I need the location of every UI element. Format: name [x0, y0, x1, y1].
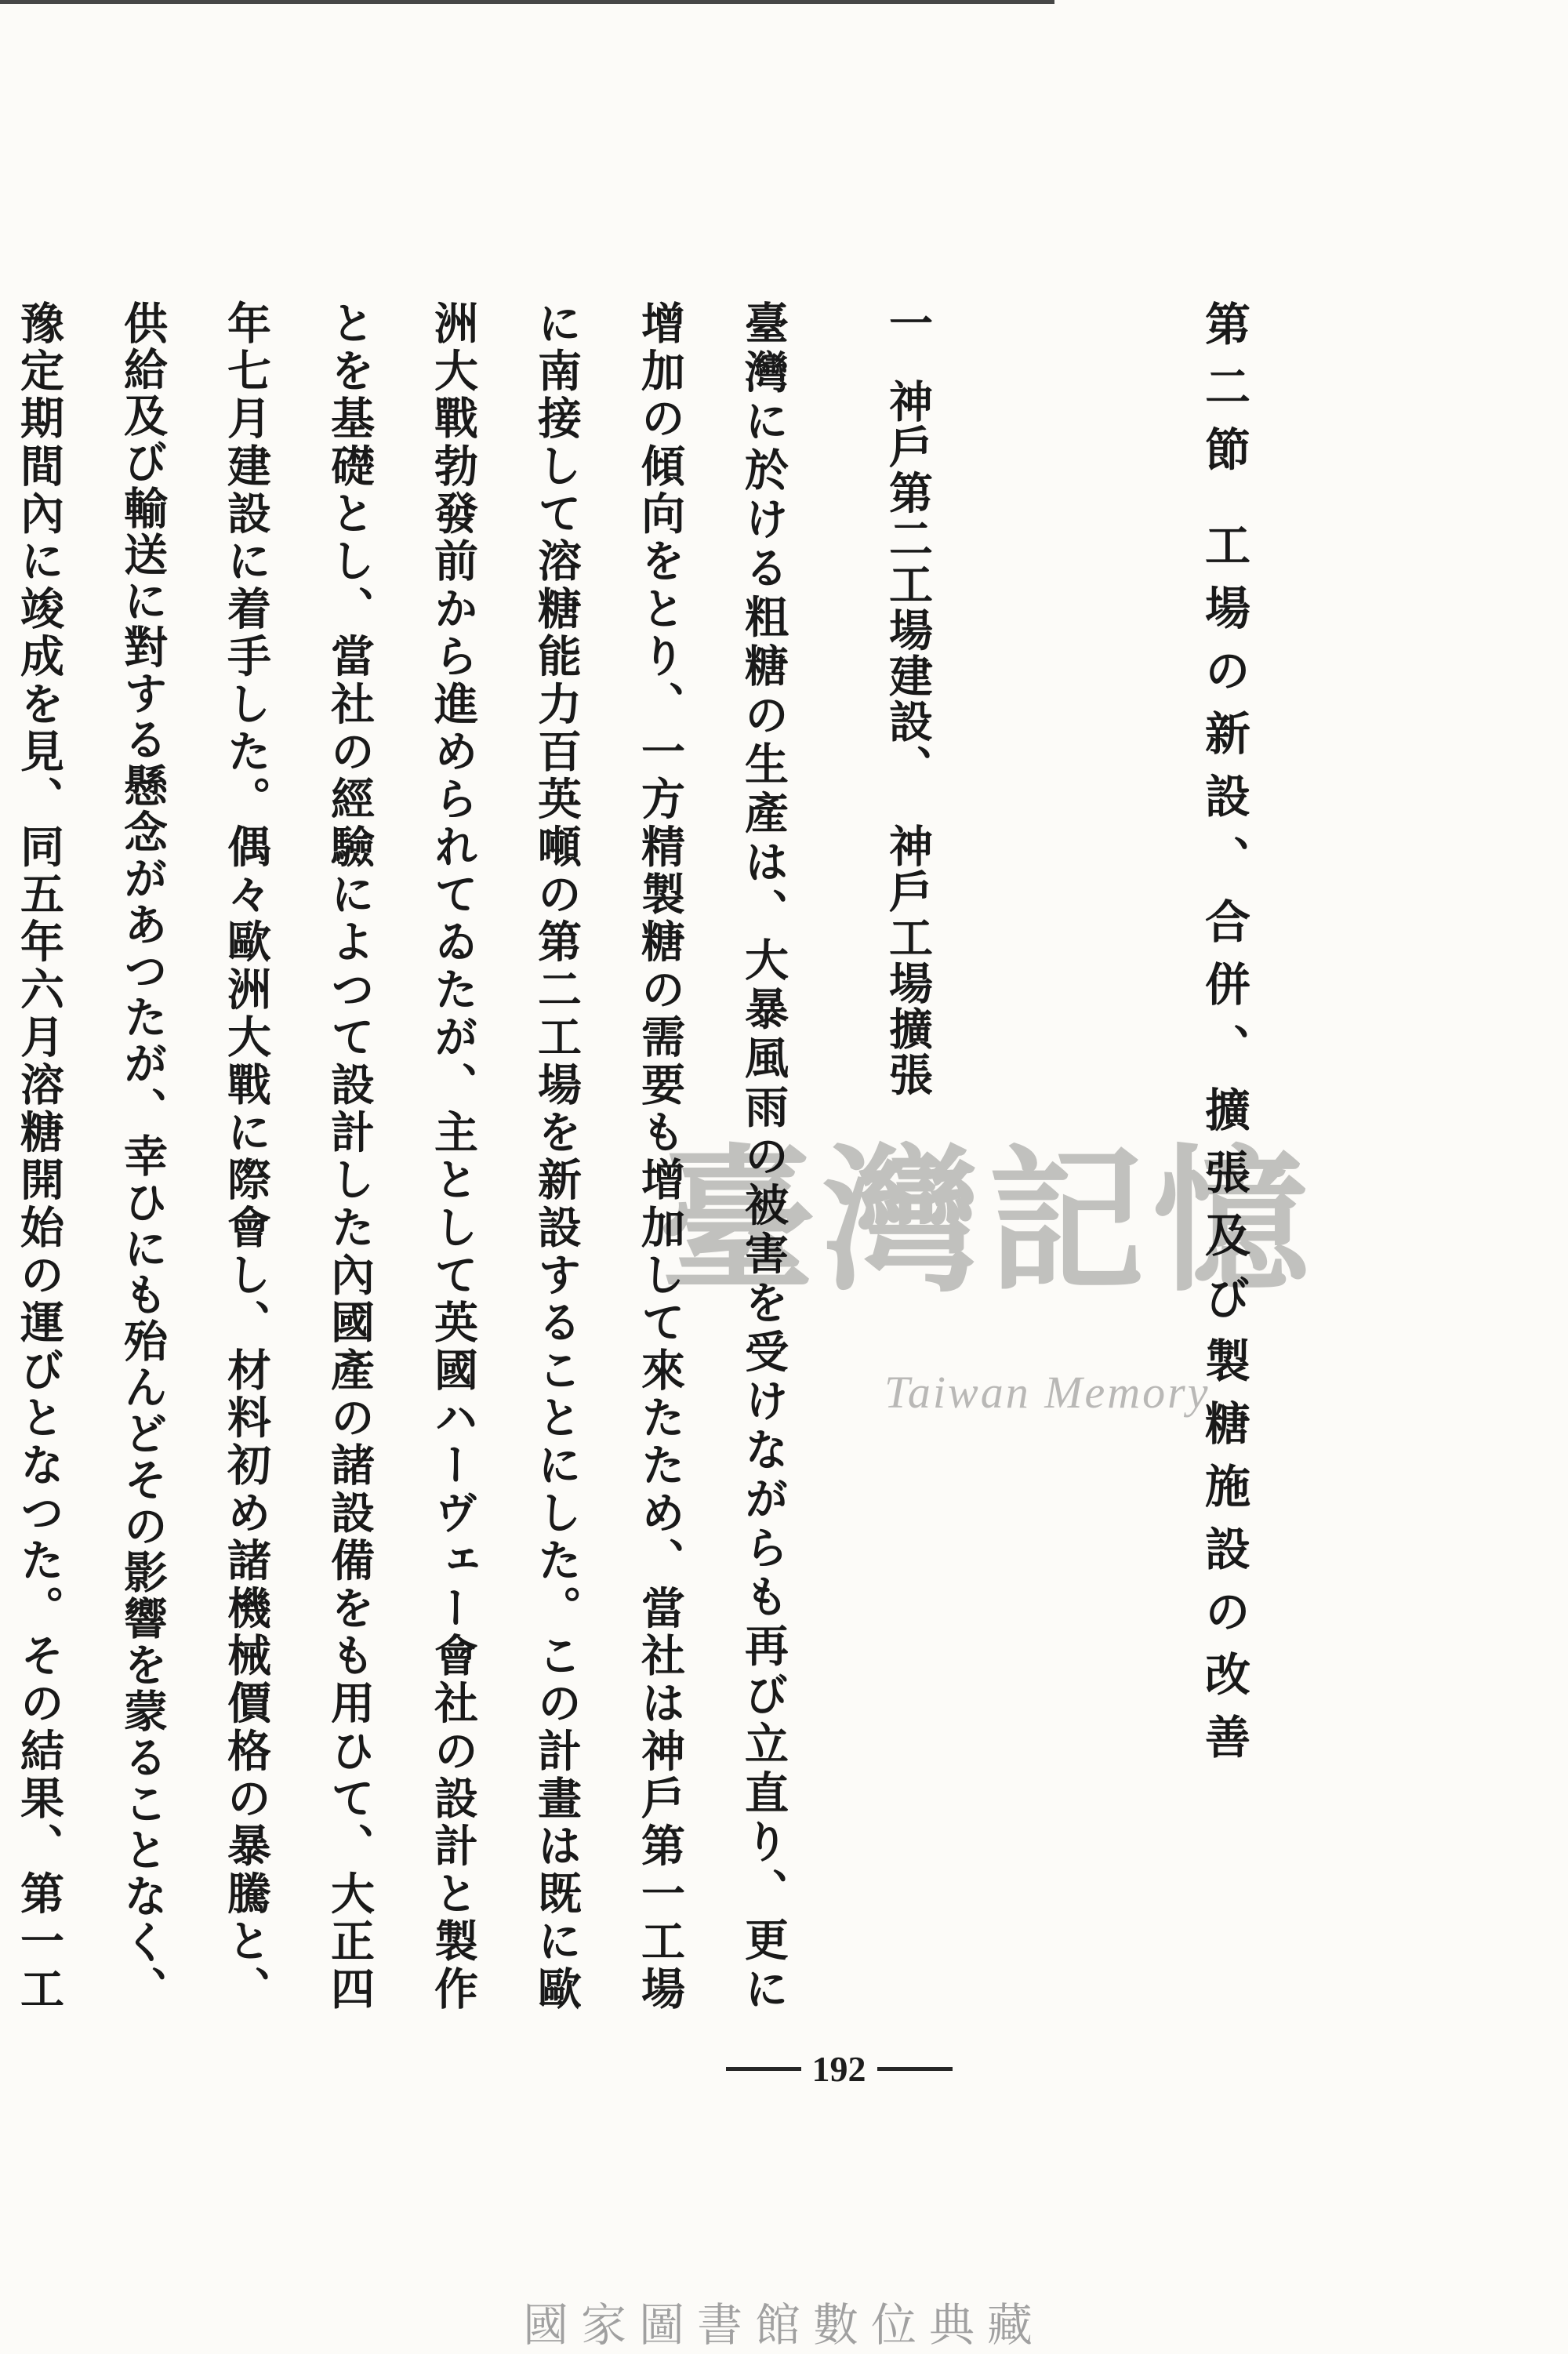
scan-artifact-top-line [0, 0, 1054, 4]
page-number-rule-right [877, 2067, 953, 2071]
page-number-value: 192 [811, 2049, 866, 2089]
page-number [666, 2048, 1011, 2090]
subsection-number: 一 [883, 300, 931, 347]
body-column: 供給及び輸送に對する懸念があつたが、幸ひにも殆んどその影響を蒙ることなく、 [118, 300, 166, 2010]
body-column: 增加の傾向をとり、一方精製糖の需要も增加して來たため、當社は神戶第一工場 [635, 300, 684, 2010]
body-column: に南接して溶糖能力百英噸の第二工場を新設することにした。この計畫は既に歐 [532, 300, 580, 2010]
subsection-title-part2: 神戶工場擴張 [883, 823, 931, 1097]
body-column: 臺灣に於ける粗糖の生產は、大暴風雨の被害を受けながらも再び立直り、更に [739, 300, 787, 2010]
taiwan-memory-watermark-cjk: 臺灣記憶 [659, 1137, 1318, 1310]
body-column: 豫定期間內に竣成を見、同五年六月溶糖開始の運びとなつた。その結果、第一工 [14, 300, 63, 2010]
section-heading-column [1190, 300, 1370, 1759]
body-column: 洲大戰勃發前から進められてゐたが、主として英國ハーヴェー會社の設計と製作 [428, 300, 477, 2010]
library-footer: 國家圖書館數位典藏 [522, 2300, 1045, 2351]
section-number: 第二節 [1198, 300, 1249, 489]
taiwan-memory-watermark-english: Taiwan Memory [884, 1367, 1210, 1418]
section-title: 工場の新設、合併、擴張及び製糖施設の改善 [1198, 521, 1249, 1759]
vertical-text-block [0, 300, 1370, 2014]
subsection-heading-column [876, 300, 1115, 1096]
body-column: 年七月建設に着手した。偶々歐洲大戰に際會し、材料初め諸機械價格の暴騰と、 [221, 300, 270, 2010]
body-column: とを基礎とし、當社の經驗によつて設計した內國產の諸設備をも用ひて、大正四 [325, 300, 373, 2010]
page-number-rule-left [726, 2067, 801, 2071]
subsection-title-part1: 神戶第二工場建設、 [883, 379, 931, 791]
